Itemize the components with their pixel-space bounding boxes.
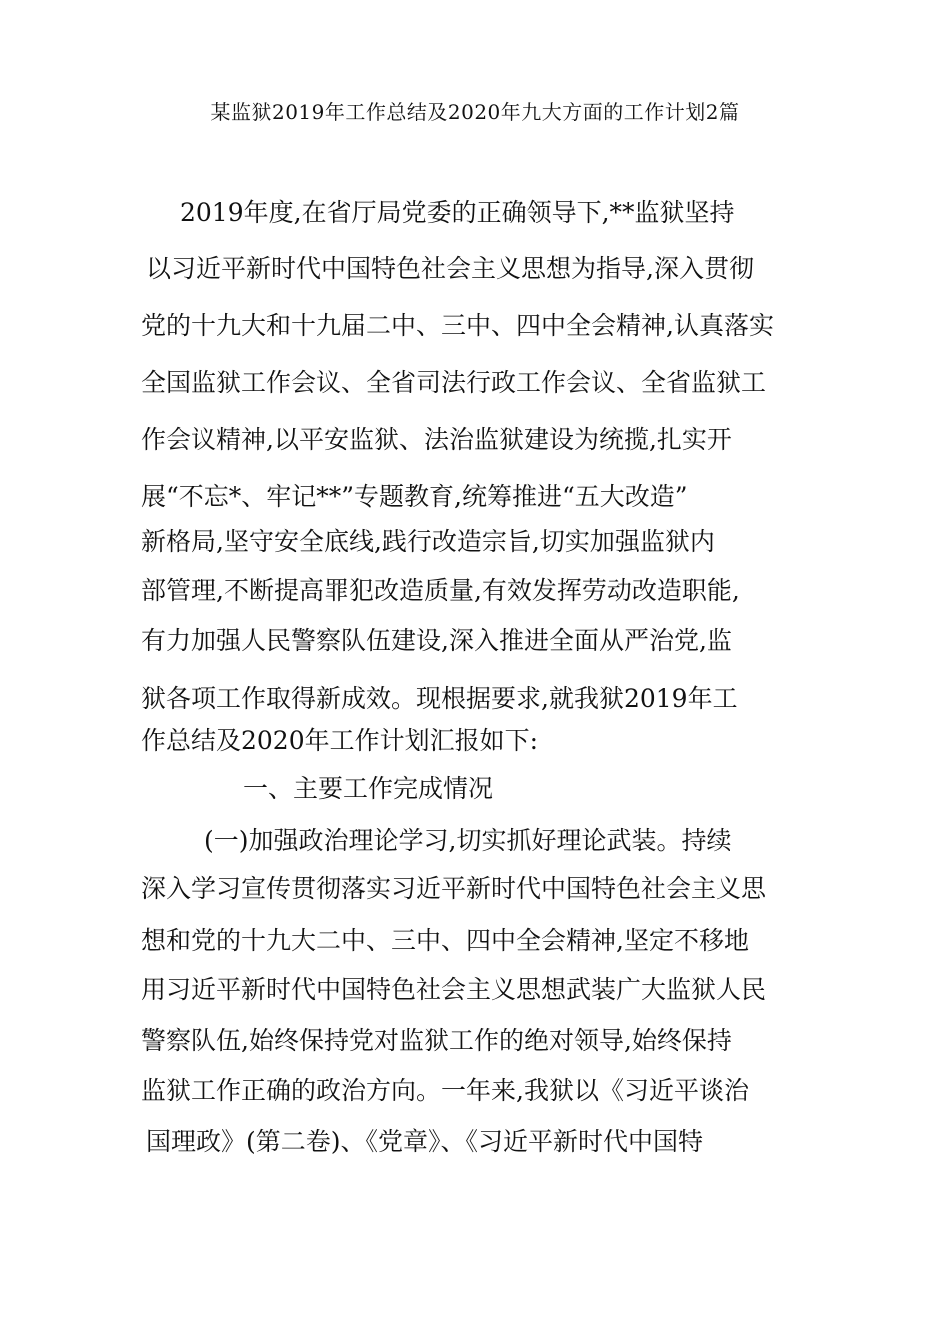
body-line: 有力加强人民警察队伍建设,深入推进全面从严治党,监 — [141, 626, 732, 655]
body-line: 想和党的十九大二中、三中、四中全会精神,坚定不移地 — [141, 926, 749, 955]
body-line: 新格局,坚守安全底线,践行改造宗旨,切实加强监狱内 — [141, 527, 715, 556]
body-line: 深入学习宣传贯彻落实习近平新时代中国特色社会主义思 — [141, 874, 767, 903]
body-line: 2019年度,在省厅局党委的正确领导下,**监狱坚持 — [180, 198, 735, 227]
body-line: 警察队伍,始终保持党对监狱工作的绝对领导,始终保持 — [141, 1026, 732, 1055]
body-line: 部管理,不断提高罪犯改造质量,有效发挥劳动改造职能, — [141, 576, 740, 605]
body-line: 监狱工作正确的政治方向。一年来,我狱以《习近平谈治 — [141, 1076, 749, 1105]
body-line: 用习近平新时代中国特色社会主义思想武装广大监狱人民 — [141, 975, 767, 1004]
document-title: 某监狱2019年工作总结及2020年九大方面的工作计划2篇 — [210, 100, 740, 124]
body-line: 狱各项工作取得新成效。现根据要求,就我狱2019年工 — [141, 684, 738, 713]
body-line: 作总结及2020年工作计划汇报如下: — [141, 726, 539, 755]
body-line: 全国监狱工作会议、全省司法行政工作会议、全省监狱工 — [141, 368, 767, 397]
body-line: 以习近平新时代中国特色社会主义思想为指导,深入贯彻 — [146, 254, 754, 283]
body-line: 党的十九大和十九届二中、三中、四中全会精神,认真落实 — [141, 311, 774, 340]
body-line: 国理政》(第二卷)、《党章》、《习近平新时代中国特 — [146, 1127, 704, 1156]
body-line: 展“不忘*、牢记**”专题教育,统筹推进“五大改造” — [141, 482, 688, 511]
body-line: (一)加强政治理论学习,切实抓好理论武装。持续 — [204, 826, 732, 855]
section-heading: 一、主要工作完成情况 — [243, 774, 494, 803]
body-line: 作会议精神,以平安监狱、法治监狱建设为统揽,扎实开 — [141, 425, 732, 454]
